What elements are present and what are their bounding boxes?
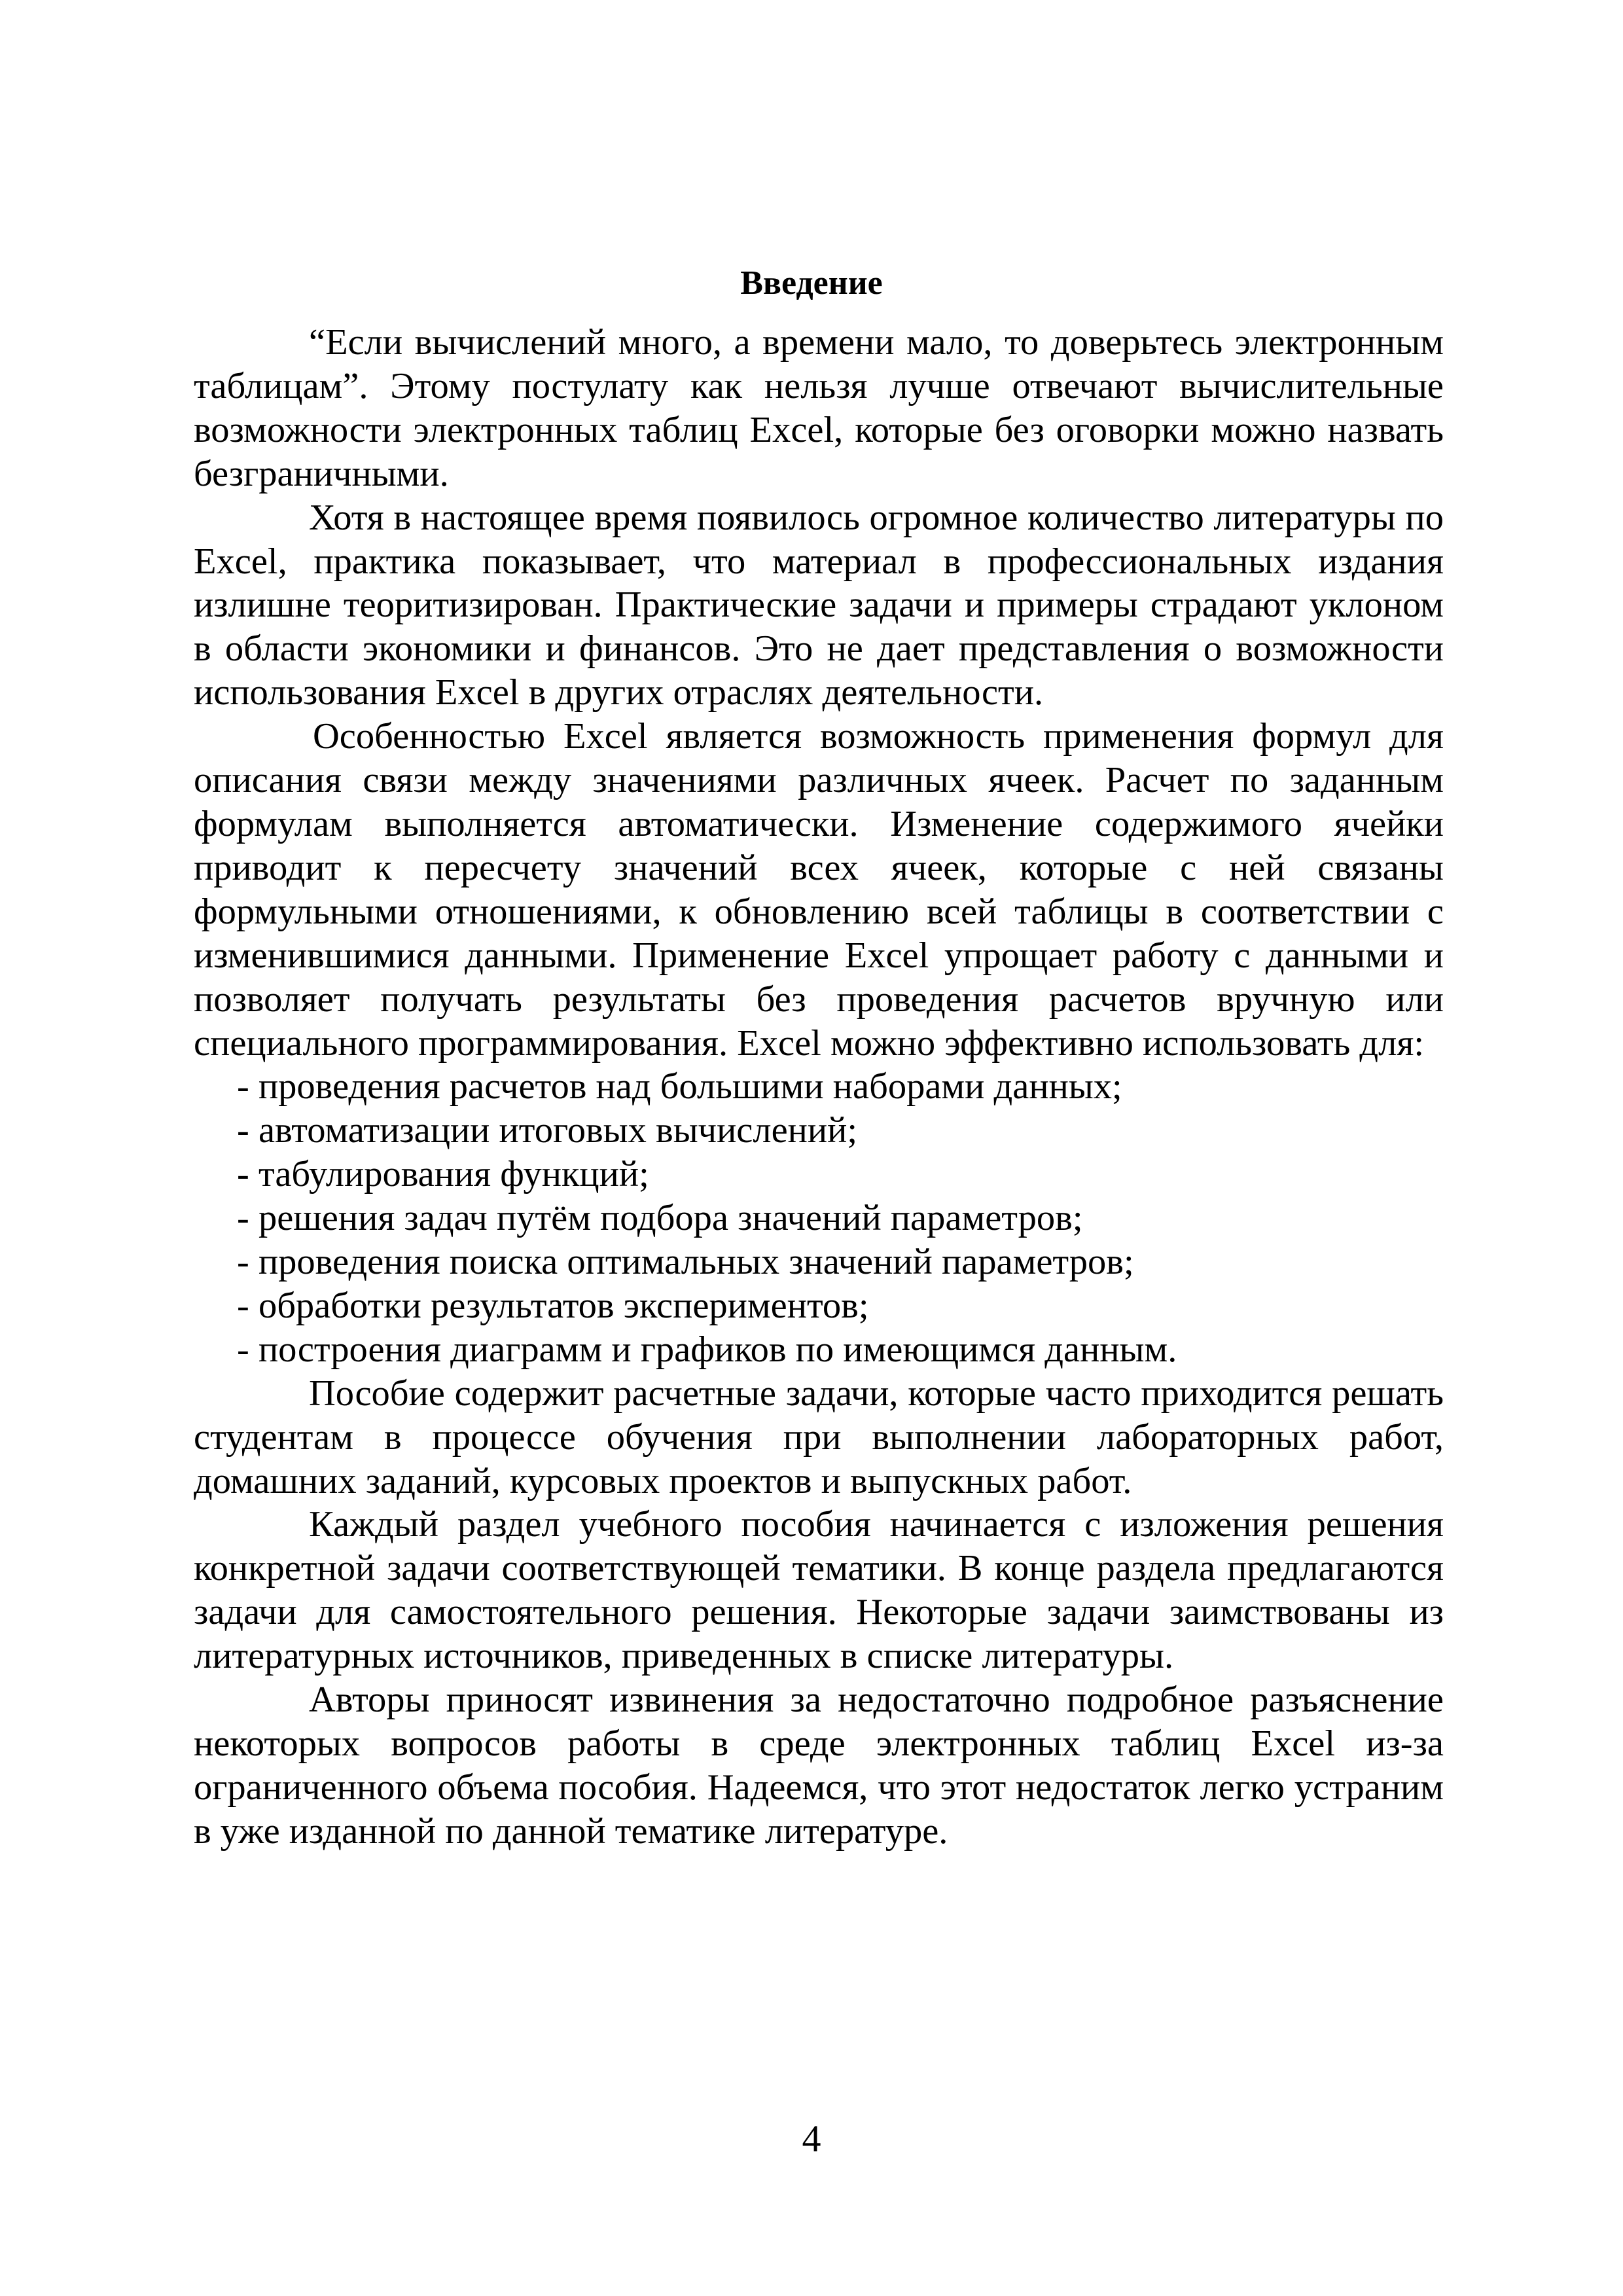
list-item: - обработки результатов экспериментов; [237, 1285, 869, 1326]
paragraph-manual-contents: Пособие содержит расчетные задачи, которые часто приходится решать студентам в процессе обучения при выполнении лабораторных работ, домашних заданий, курсовых проектов и выпускных работ. [194, 1372, 1444, 1501]
list-item: - проведения поиска оптимальных значений параметров; [237, 1242, 1134, 1283]
list-item: - автоматизации итоговых вычислений; [237, 1110, 858, 1151]
page-title: Введение [740, 264, 883, 302]
paragraph-excel-features: Особенностью Excel является возможность применения формул для описания связи между значениями различных ячеек. Расчет по заданным формулам выполняется автоматически. Изменение содержимого ячейки приводит к пересчету значений всех ячеек, которые с ней связаны формульными отношениями, к обновлению всей таблицы в соответствии с изменившимися данными. Применение Excel упрощает работу с данными и позволяет получать результаты без проведения расчетов вручную или специального программирования. Excel можно эффективно использовать для: [194, 716, 1444, 1064]
document-body [194, 321, 1444, 1854]
paragraph-literature: Хотя в настоящее время появилось огромное количество литературы по Excel, практика показывает, что материал в профессиональных издания излишне теоритизирован. Практические задачи и примеры страдают уклоном в области экономики и финансов. Это не дает представления о возможности использования Excel в других отраслях деятельности. [194, 497, 1444, 713]
paragraph-section-structure: Каждый раздел учебного пособия начинается с изложения решения конкретной задачи соответствующей тематики. В конце раздела предлагаются задачи для самостоятельного решения. Некоторые задачи заимствованы из литературных источников, приведенных в списке литературы. [194, 1504, 1444, 1677]
paragraph-intro-quote: “Если вычислений много, а времени мало, то доверьтесь электронным таблицам”. Этому постулату как нельзя лучше отвечают вычислительные возможности электронных таблиц Excel, которые без оговорки можно назвать безграничными. [194, 322, 1444, 494]
list-item: - проведения расчетов над большими наборами данных; [237, 1066, 1122, 1107]
page-number: 4 [802, 2117, 821, 2160]
list-item: - построения диаграмм и графиков по имеющимся данным. [237, 1329, 1177, 1370]
paragraph-authors-apology: Авторы приносят извинения за недостаточно подробное разъяснение некоторых вопросов работы в среде электронных таблиц Excel из-за ограниченного объема пособия. Надеемся, что этот недостаток легко устраним в уже изданной по данной тематике литературе. [194, 1679, 1444, 1852]
uses-list [194, 1065, 1444, 1371]
list-item: - решения задач путём подбора значений параметров; [237, 1198, 1083, 1239]
list-item: - табулирования функций; [237, 1154, 649, 1195]
